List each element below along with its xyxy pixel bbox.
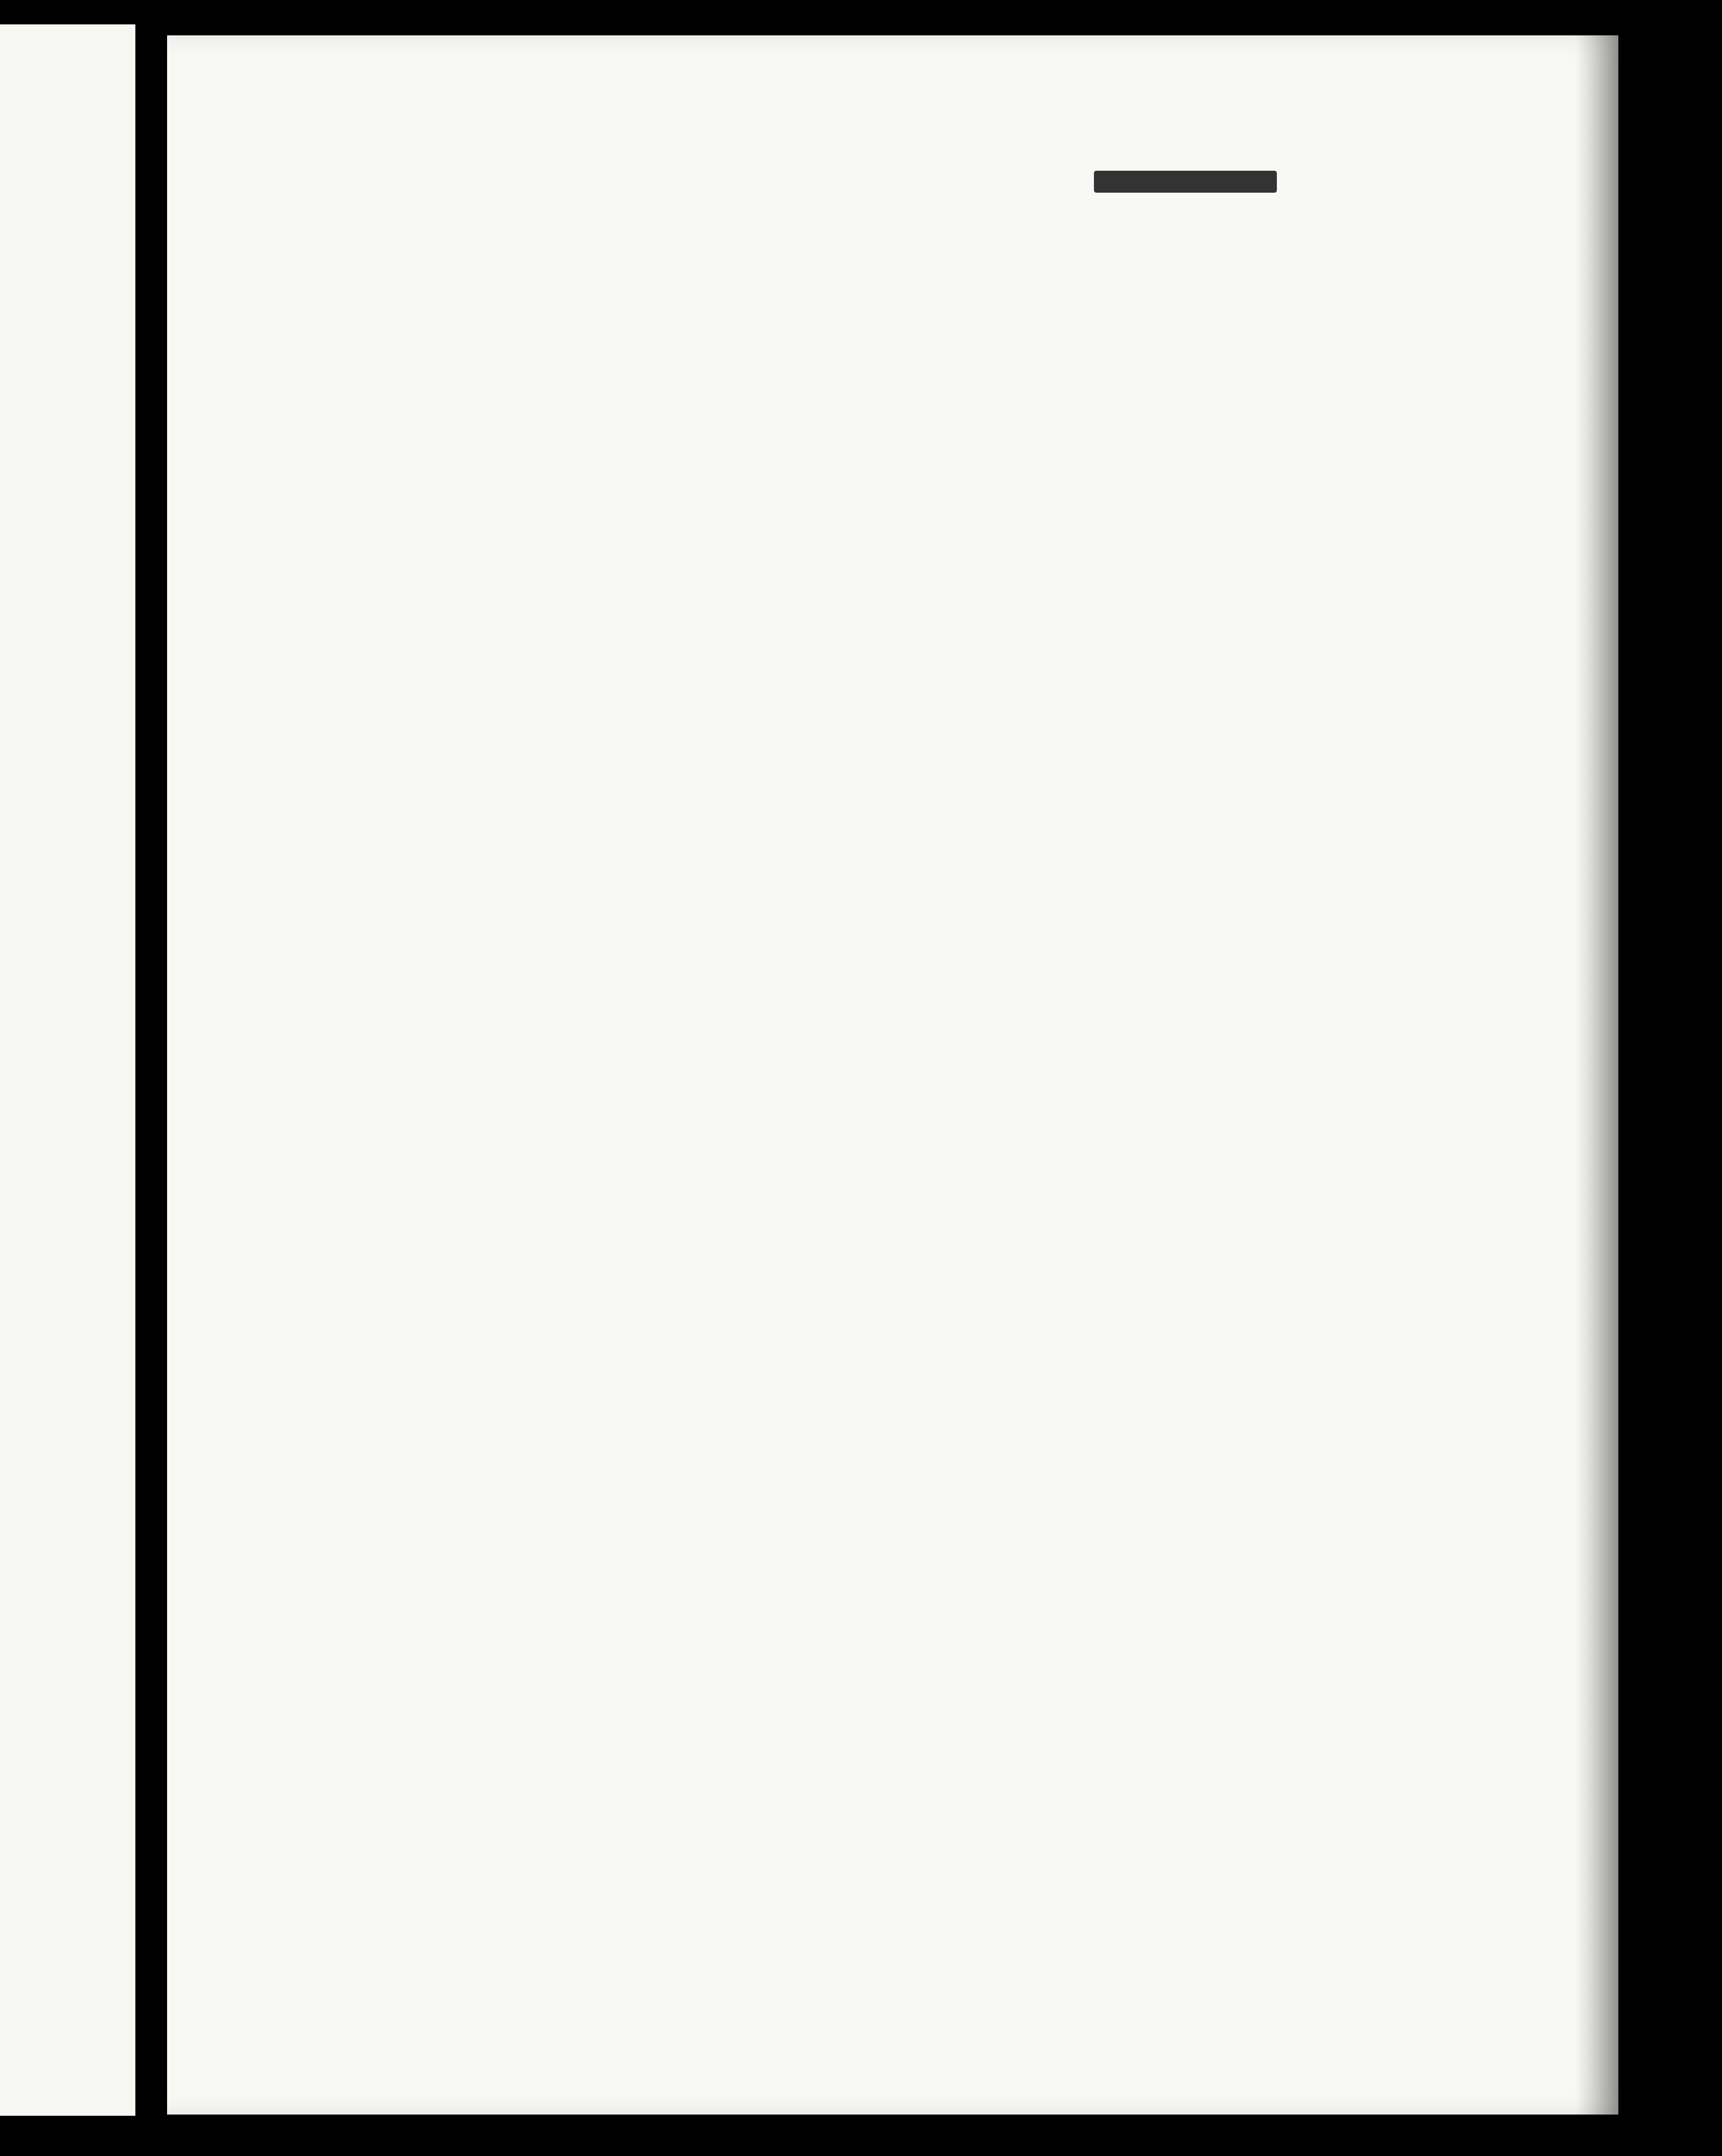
book-page [167,35,1618,2115]
printers-ornament [1094,171,1277,193]
left-facing-page [0,24,135,2116]
page-shadow [1576,35,1618,2115]
book-gutter [135,0,167,2156]
